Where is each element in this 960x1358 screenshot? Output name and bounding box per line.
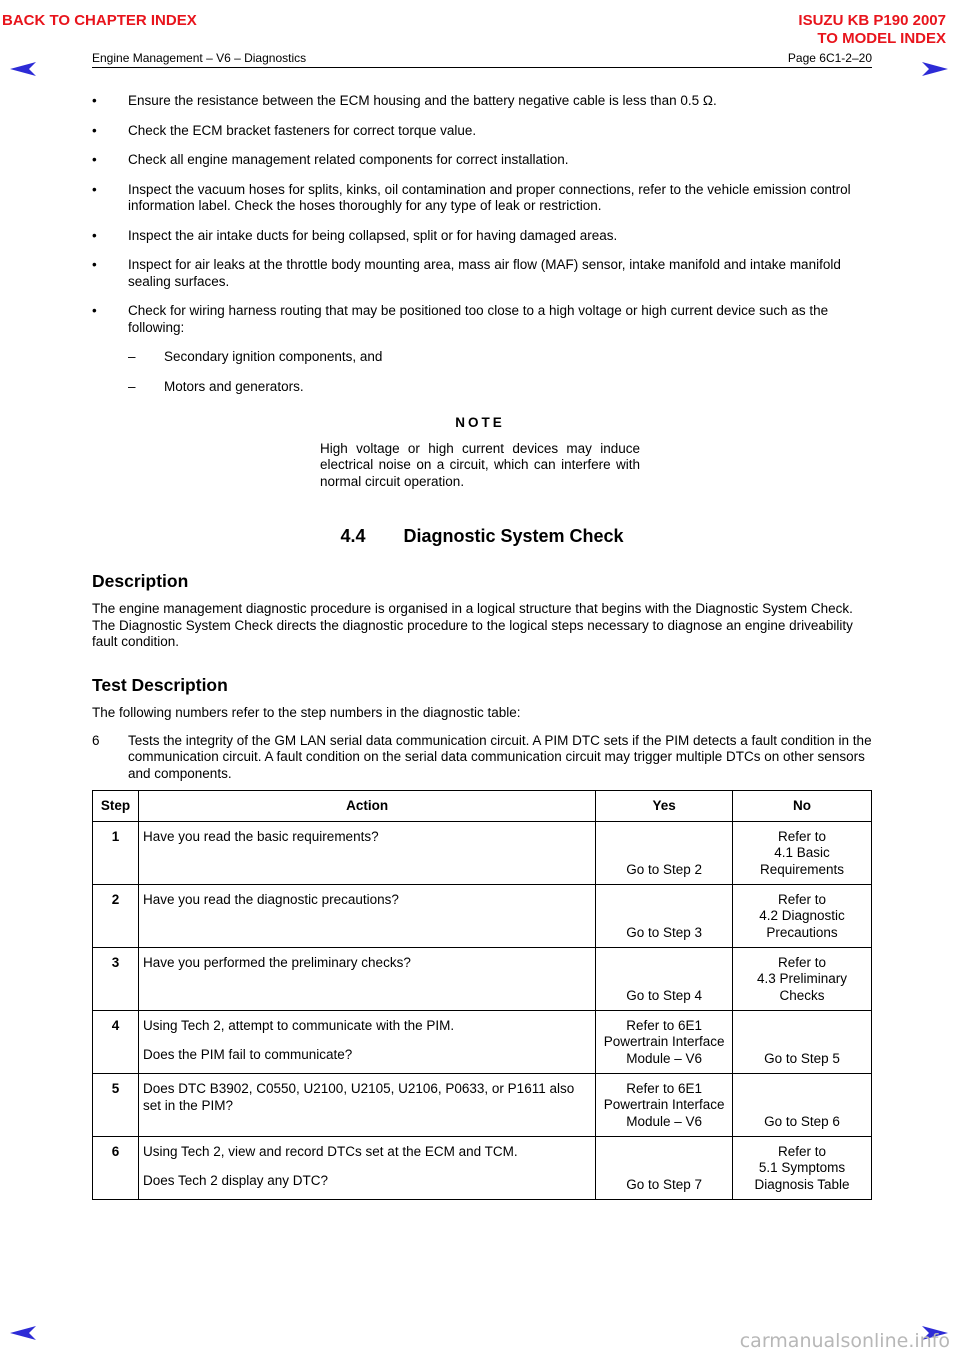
step-no-result bbox=[733, 885, 872, 948]
yes-line: Module – V6 bbox=[626, 1050, 703, 1066]
sub-bullet-item bbox=[92, 379, 872, 396]
description-heading: Description bbox=[92, 570, 189, 591]
no-line: Refer to bbox=[778, 828, 827, 844]
step-action bbox=[138, 885, 595, 948]
no-line: 4.2 Diagnostic bbox=[759, 908, 845, 923]
bullet-item bbox=[92, 303, 872, 336]
action-text: Using Tech 2, attempt to communicate with the PIM. bbox=[142, 1018, 455, 1033]
bullet-text: Check the ECM bracket fasteners for correct torque value. bbox=[128, 122, 477, 138]
action-question: Does the PIM fail to communicate? bbox=[142, 1046, 353, 1062]
test-description-intro: The following numbers refer to the step numbers in the diagnostic table: bbox=[92, 705, 521, 720]
table-header-row bbox=[93, 791, 872, 822]
step-number: 2 bbox=[93, 885, 139, 948]
bullet-text: Check all engine management related components for correct installation. bbox=[128, 152, 569, 167]
no-line: Requirements bbox=[760, 861, 845, 877]
bullet-text: Inspect the air intake ducts for being collapsed, split or for having damaged areas. bbox=[128, 227, 618, 243]
action-text: Have you performed the preliminary checks? bbox=[142, 955, 411, 970]
header-document-title: Engine Management – V6 – Diagnostics bbox=[92, 51, 307, 65]
table-row bbox=[93, 1074, 872, 1137]
yes-line: Powertrain Interface bbox=[603, 1097, 725, 1112]
bullet-dot-icon: • bbox=[92, 181, 97, 197]
yes-line: Go to Step 4 bbox=[626, 987, 703, 1003]
table-row bbox=[93, 948, 872, 1011]
to-model-index-label: TO MODEL INDEX bbox=[817, 30, 946, 47]
table-body bbox=[93, 822, 872, 1200]
test-description-text: Tests the integrity of the GM LAN serial data communication circuit. A PIM DTC sets if the PIM detects a fault condition in the communication circuit. A fault condition on the serial data communication circuit may trigger multiple DTCs on other sensors and components. bbox=[128, 732, 872, 781]
header-step: Step bbox=[93, 791, 139, 822]
previous-page-arrow-icon-bottom[interactable] bbox=[10, 1326, 36, 1340]
step-yes-result bbox=[596, 1137, 733, 1200]
section-heading: Diagnostic System Check bbox=[403, 526, 624, 546]
action-text: Have you read the diagnostic precautions? bbox=[142, 892, 399, 907]
bullet-dot-icon: • bbox=[92, 303, 97, 318]
test-description-number: 6 bbox=[92, 732, 100, 748]
step-action bbox=[138, 1074, 595, 1137]
bullet-item bbox=[92, 123, 872, 140]
back-to-chapter-index-link[interactable]: BACK TO CHAPTER INDEX bbox=[2, 12, 197, 29]
yes-line: Refer to 6E1 bbox=[626, 1080, 703, 1096]
step-yes-result bbox=[596, 885, 733, 948]
step-number: 5 bbox=[93, 1074, 139, 1137]
previous-page-arrow-icon[interactable] bbox=[10, 62, 36, 76]
header-divider bbox=[92, 67, 872, 68]
header-action: Action bbox=[138, 791, 595, 822]
test-description-item bbox=[92, 733, 872, 783]
header-page-number: Page 6C1-2–20 bbox=[787, 51, 872, 65]
step-number: 3 bbox=[93, 948, 139, 1011]
bullet-item bbox=[92, 152, 872, 169]
action-text: Does DTC B3902, C0550, U2100, U2105, U2106, P0633, or P1611 also set in the PIM? bbox=[142, 1081, 575, 1113]
step-no-result bbox=[733, 948, 872, 1011]
step-number: 4 bbox=[93, 1011, 139, 1074]
model-title: ISUZU KB P190 2007 bbox=[798, 12, 946, 29]
bullet-text: Inspect for air leaks at the throttle body mounting area, mass air flow (MAF) sensor, intake manifold and intake manifold sealing surfaces. bbox=[128, 257, 841, 289]
no-line: Diagnosis Table bbox=[754, 1176, 850, 1192]
no-line: Checks bbox=[779, 987, 825, 1003]
step-action bbox=[138, 822, 595, 885]
step-action bbox=[138, 1137, 595, 1200]
bullet-item bbox=[92, 93, 872, 110]
step-no-result bbox=[733, 1011, 872, 1074]
step-action bbox=[138, 948, 595, 1011]
bullet-dot-icon: • bbox=[92, 93, 97, 108]
sub-bullet-item bbox=[92, 349, 872, 366]
yes-line: Module – V6 bbox=[626, 1113, 703, 1129]
step-no-result bbox=[733, 1074, 872, 1137]
action-text: Have you read the basic requirements? bbox=[142, 829, 379, 844]
bullet-dot-icon: • bbox=[92, 122, 97, 138]
next-page-arrow-icon[interactable] bbox=[922, 62, 948, 76]
model-index-link[interactable] bbox=[798, 12, 946, 48]
no-line: Go to Step 6 bbox=[764, 1113, 840, 1129]
step-yes-result bbox=[596, 822, 733, 885]
yes-line: Refer to 6E1 bbox=[626, 1017, 703, 1033]
bullet-item bbox=[92, 182, 872, 215]
bullet-item bbox=[92, 228, 872, 245]
no-line: Precautions bbox=[766, 924, 838, 940]
yes-line: Go to Step 3 bbox=[626, 924, 703, 940]
yes-line: Powertrain Interface bbox=[603, 1034, 725, 1049]
table-row bbox=[93, 1137, 872, 1200]
table-row bbox=[93, 885, 872, 948]
no-line: 4.3 Preliminary bbox=[757, 971, 848, 986]
note-block bbox=[320, 415, 640, 490]
table-row bbox=[93, 1011, 872, 1074]
description-text: The engine management diagnostic procedure is organised in a logical structure that begins with the Diagnostic System Check. The Diagnostic System Check directs the diagnostic procedure to the logical steps necessary to diagnose an engine driveability fault condition. bbox=[92, 601, 853, 649]
yes-line: Go to Step 7 bbox=[626, 1176, 703, 1192]
step-yes-result bbox=[596, 948, 733, 1011]
step-yes-result bbox=[596, 1074, 733, 1137]
test-description-heading: Test Description bbox=[92, 674, 228, 695]
sub-bullet-text: Motors and generators. bbox=[164, 378, 304, 394]
no-line: Refer to bbox=[778, 891, 827, 907]
bullet-dot-icon: • bbox=[92, 227, 97, 243]
step-action bbox=[138, 1011, 595, 1074]
step-no-result bbox=[733, 1137, 872, 1200]
bullet-dot-icon: • bbox=[92, 152, 97, 167]
no-line: Refer to bbox=[778, 1143, 827, 1159]
step-number: 1 bbox=[93, 822, 139, 885]
bullet-dot-icon: • bbox=[92, 257, 97, 272]
table-row bbox=[93, 822, 872, 885]
bullet-text: Inspect the vacuum hoses for splits, kinks, oil contamination and proper connections, refer to the vehicle emission control information label. Check the hoses thoroughly for any type of leak or restriction. bbox=[128, 181, 851, 213]
no-line: 5.1 Symptoms bbox=[758, 1160, 846, 1175]
note-title: NOTE bbox=[455, 415, 505, 430]
header-yes: Yes bbox=[596, 791, 733, 822]
diagnostic-table bbox=[92, 790, 872, 1200]
step-yes-result bbox=[596, 1011, 733, 1074]
no-line: Go to Step 5 bbox=[764, 1050, 840, 1066]
step-no-result bbox=[733, 822, 872, 885]
action-question: Does Tech 2 display any DTC? bbox=[142, 1172, 329, 1188]
section-number: 4.4 bbox=[340, 526, 366, 546]
no-line: Refer to bbox=[778, 954, 827, 970]
header-no: No bbox=[733, 791, 872, 822]
watermark: carmanualsonline.info bbox=[739, 1330, 950, 1352]
no-line: 4.1 Basic bbox=[774, 845, 830, 860]
note-text: High voltage or high current devices may induce electrical noise on a circuit, which can interfere with normal circuit operation. bbox=[320, 440, 640, 489]
bullet-item bbox=[92, 257, 872, 290]
dash-icon: – bbox=[128, 349, 136, 364]
dash-icon: – bbox=[128, 378, 136, 394]
page-content bbox=[92, 93, 872, 1200]
bullet-text: Check for wiring harness routing that may be positioned too close to a high voltage or high current device such as the following: bbox=[128, 303, 829, 335]
bullet-text: Ensure the resistance between the ECM housing and the battery negative cable is less than 0.5 Ω. bbox=[128, 93, 717, 108]
sub-bullet-text: Secondary ignition components, and bbox=[164, 349, 383, 364]
step-number: 6 bbox=[93, 1137, 139, 1200]
yes-line: Go to Step 2 bbox=[626, 861, 703, 877]
section-title bbox=[92, 528, 872, 545]
action-text: Using Tech 2, view and record DTCs set at the ECM and TCM. bbox=[142, 1144, 518, 1159]
